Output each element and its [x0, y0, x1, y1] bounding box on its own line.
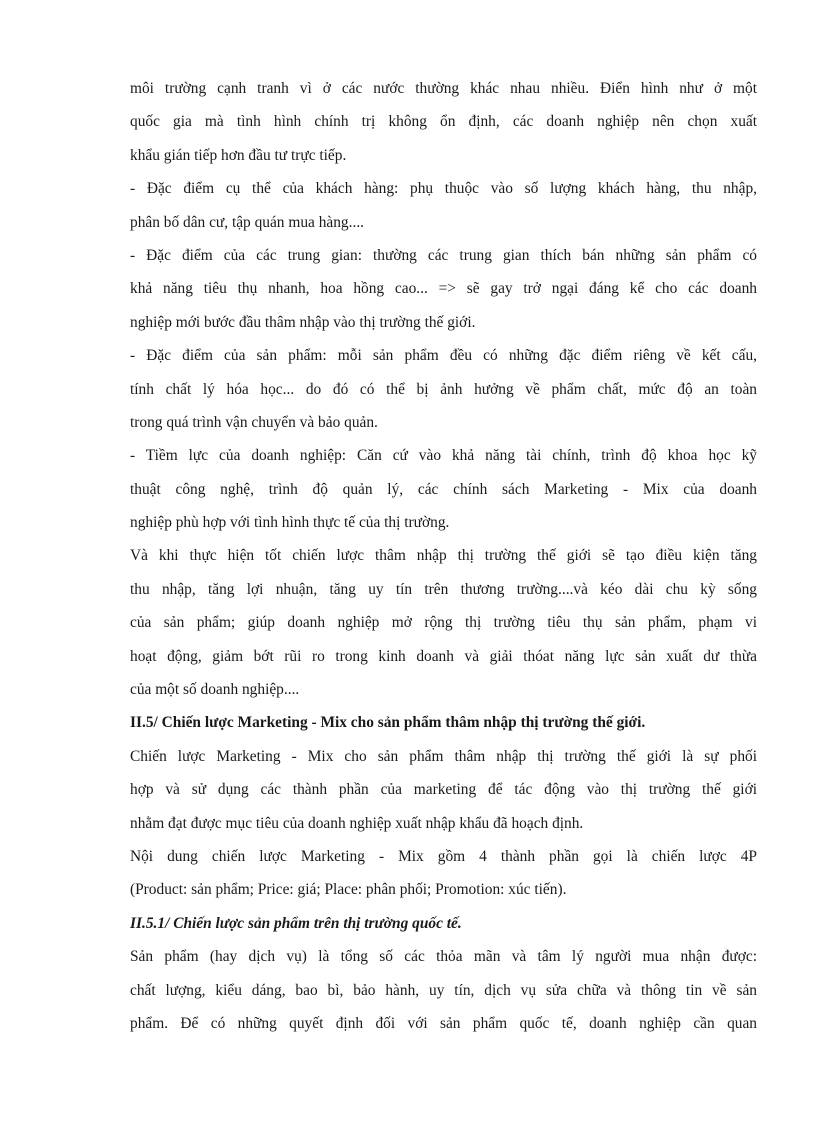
body-line: tính chất lý hóa học... do đó có thể bị ảnh hưởng về phẩm chất, mức độ an toàn — [130, 380, 757, 398]
body-line: nhằm đạt được mục tiêu của doanh nghiệp xuất nhập khẩu đã hoạch định. — [130, 814, 584, 832]
body-line: Chiến lược Marketing - Mix cho sản phẩm thâm nhập thị trường thế giới là sự phối — [130, 747, 757, 765]
body-line: phẩm. Để có những quyết định đối với sản phẩm quốc tế, doanh nghiệp cần quan — [130, 1014, 757, 1032]
body-line: Và khi thực hiện tốt chiến lược thâm nhập thị trường thế giới sẽ tạo điều kiện tăng — [130, 547, 757, 565]
body-line: nghiệp phù hợp với tình hình thực tế của thị trường. — [130, 514, 450, 532]
body-line: của một số doanh nghiệp.... — [130, 681, 300, 699]
body-line: thu nhập, tăng lợi nhuận, tăng uy tín trên thương trường....và kéo dài chu kỳ sống — [130, 580, 757, 598]
body-line: khả năng tiêu thụ nhanh, hoa hồng cao... => sẽ gay trở ngại đáng kể cho các doanh — [130, 280, 757, 298]
body-line: trong quá trình vận chuyển và bảo quản. — [130, 413, 378, 431]
body-line: khẩu gián tiếp hơn đầu tư trực tiếp. — [130, 146, 347, 164]
subsection-heading: II.5.1/ Chiến lược sản phẩm trên thị trường quốc tế. — [130, 914, 462, 932]
body-line: hoạt động, giảm bớt rũi ro trong kinh doanh và giải thóat năng lực sản xuất dư thừa — [130, 647, 757, 665]
document-page — [130, 72, 757, 1040]
body-line: môi trường cạnh tranh vì ở các nước thường khác nhau nhiều. Điển hình như ở một — [130, 80, 757, 97]
body-line: Nội dung chiến lược Marketing - Mix gồm 4 thành phần gọi là chiến lược 4P — [130, 847, 757, 865]
body-line: hợp và sử dụng các thành phần của marketing để tác động vào thị trường thế giới — [130, 781, 757, 799]
section-heading: II.5/ Chiến lược Marketing - Mix cho sản phẩm thâm nhập thị trường thế giới. — [130, 714, 646, 732]
body-line: quốc gia mà tình hình chính trị không ổn định, các doanh nghiệp nên chọn xuất — [130, 113, 757, 131]
body-line: Sản phẩm (hay dịch vụ) là tổng số các thỏa mãn và tâm lý người mua nhận được: — [130, 948, 757, 966]
body-line: chất lượng, kiểu dáng, bao bì, bảo hành, uy tín, dịch vụ sửa chữa và thông tin về sản — [130, 981, 757, 999]
body-line: phân bố dân cư, tập quán mua hàng.... — [130, 213, 365, 231]
bullet-line: - Đặc điểm của sản phẩm: mỗi sản phẩm đều có những đặc điểm riêng về kết cấu, — [130, 347, 757, 365]
body-line: thuật công nghệ, trình độ quản lý, các chính sách Marketing - Mix của doanh — [130, 480, 757, 498]
body-line: (Product: sản phẩm; Price: giá; Place: phân phối; Promotion: xúc tiến). — [130, 881, 567, 899]
body-line: nghiệp mới bước đầu thâm nhập vào thị trường thế giới. — [130, 313, 476, 331]
bullet-line: - Đặc điểm cụ thể của khách hàng: phụ thuộc vào số lượng khách hàng, thu nhập, — [130, 180, 757, 198]
bullet-line: - Đặc điểm của các trung gian: thường các trung gian thích bán những sản phẩm có — [130, 246, 757, 264]
bullet-line: - Tiềm lực của doanh nghiệp: Căn cứ vào khả năng tài chính, trình độ khoa học kỹ — [130, 447, 757, 465]
body-line: của sản phẩm; giúp doanh nghiệp mở rộng thị trường tiêu thụ sản phẩm, phạm vi — [130, 614, 757, 632]
